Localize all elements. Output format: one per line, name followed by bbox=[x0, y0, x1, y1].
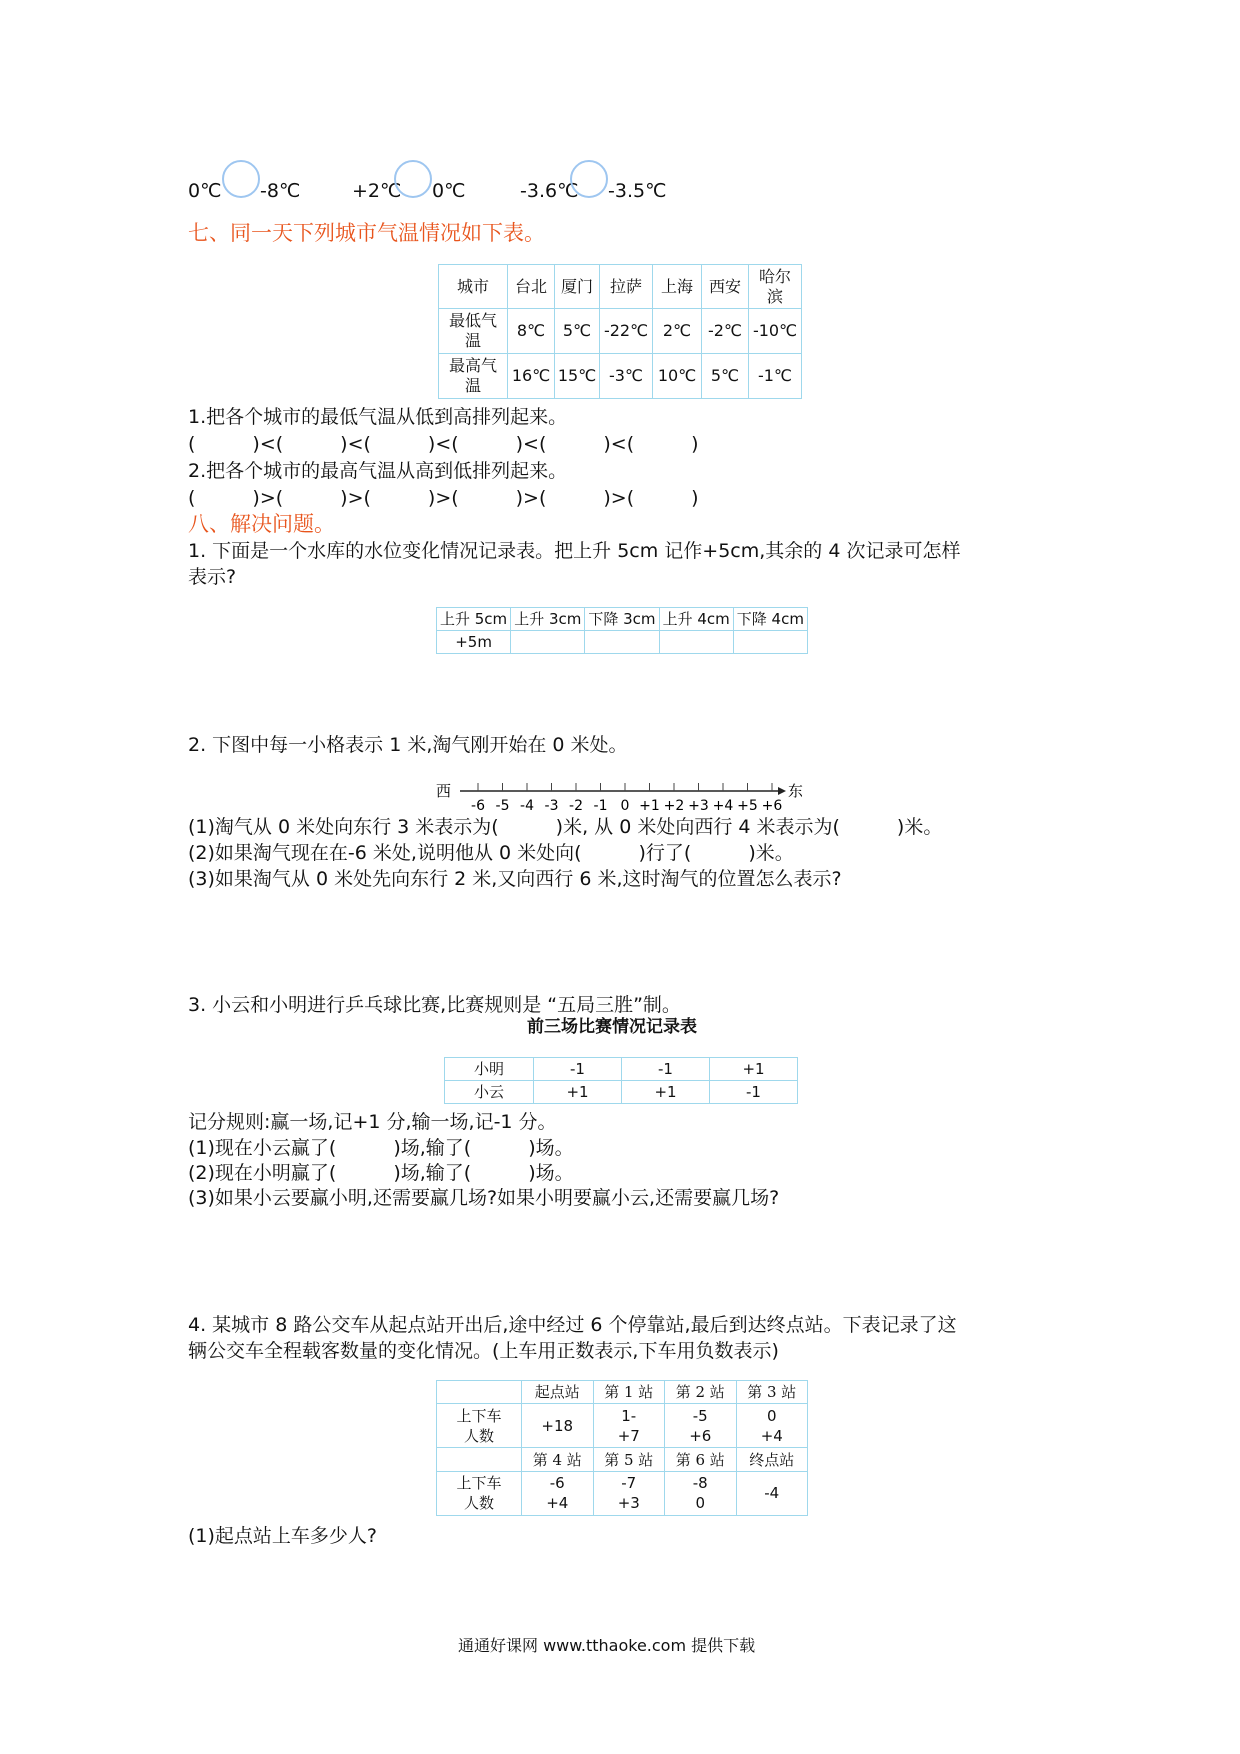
east-label: 东 bbox=[788, 782, 804, 800]
water-answer-cell[interactable] bbox=[585, 631, 659, 654]
temp-cell: 15℃ bbox=[555, 354, 600, 399]
compare-circle-2[interactable] bbox=[394, 160, 432, 198]
water-answer-cell[interactable] bbox=[659, 631, 733, 654]
game-row-label-xiaoming: 小明 bbox=[445, 1058, 534, 1081]
bus-cell-line: +7 bbox=[617, 1426, 640, 1445]
bus-cell bbox=[522, 1471, 594, 1515]
s7-question-2: 2.把各个城市的最高气温从高到低排列起来。 bbox=[188, 460, 568, 482]
number-line-tick-label: +6 bbox=[761, 798, 783, 814]
bus-cell-line: 0 bbox=[695, 1494, 706, 1513]
game-cell: +1 bbox=[534, 1081, 622, 1104]
p2-intro: 2. 下图中每一小格表示 1 米,淘气刚开始在 0 米处。 bbox=[188, 734, 628, 756]
temperature-table bbox=[438, 264, 802, 399]
temp-cell: 2℃ bbox=[653, 309, 702, 354]
number-line-tick-label: -3 bbox=[544, 798, 559, 814]
temp-header-harbin: 哈尔 滨 bbox=[749, 265, 802, 309]
water-header-cell: 上升 5cm bbox=[437, 608, 511, 631]
bus-cell bbox=[665, 1404, 737, 1448]
compare-1-left: 0℃ bbox=[188, 180, 222, 202]
bus-head-cell: 第 4 站 bbox=[522, 1448, 594, 1471]
water-answer-cell[interactable] bbox=[733, 631, 807, 654]
bus-cell-line: +18 bbox=[541, 1416, 574, 1435]
section-8-title: 八、解决问题。 bbox=[188, 512, 335, 536]
compare-1-right: -8℃ bbox=[260, 180, 301, 202]
temp-cell: -1℃ bbox=[749, 354, 802, 399]
p4-text-line2: 辆公交车全程载客数量的变化情况。(上车用正数表示,下车用负数表示) bbox=[188, 1340, 779, 1362]
number-line-tick-label: -1 bbox=[593, 798, 608, 814]
temp-cell: 10℃ bbox=[653, 354, 702, 399]
p3-question-1: (1)现在小云赢了( )场,输了( )场。 bbox=[188, 1137, 574, 1159]
water-header-cell: 下降 3cm bbox=[585, 608, 659, 631]
bus-cell-line: 0 bbox=[766, 1406, 777, 1425]
number-line-tick-label: 0 bbox=[620, 798, 630, 814]
temp-cell: 8℃ bbox=[508, 309, 555, 354]
west-label: 西 bbox=[436, 782, 452, 800]
number-line-tick-label: -6 bbox=[471, 798, 485, 814]
footer: 通通好课网 www.tthaoke.com 提供下载 bbox=[458, 1636, 756, 1655]
bus-cell-line: -4 bbox=[764, 1484, 780, 1503]
temp-header-shanghai: 上海 bbox=[653, 265, 702, 309]
temp-cell: -10℃ bbox=[749, 309, 802, 354]
p2-question-3: (3)如果淘气从 0 米处先向东行 2 米,又向西行 6 米,这时淘气的位置怎么表示? bbox=[188, 868, 842, 890]
number-line-tick-label: +4 bbox=[712, 798, 734, 814]
water-level-table bbox=[436, 607, 808, 654]
game-row-label-xiaoyun: 小云 bbox=[445, 1081, 534, 1104]
p2-question-1: (1)淘气从 0 米处向东行 3 米表示为( )米, 从 0 米处向西行 4 米表示为( )米。 bbox=[188, 816, 943, 838]
bus-cell-line: +3 bbox=[617, 1494, 640, 1513]
p1-text-line2: 表示? bbox=[188, 566, 237, 588]
p4-question-1: (1)起点站上车多少人? bbox=[188, 1525, 377, 1547]
game-cell: +1 bbox=[710, 1058, 798, 1081]
bus-passenger-table bbox=[436, 1380, 808, 1516]
p3-rule: 记分规则:赢一场,记+1 分,输一场,记-1 分。 bbox=[188, 1111, 557, 1133]
s7-answer-blanks-1[interactable]: ( )<( )<( )<( )<( )<( ) bbox=[188, 433, 699, 455]
bus-head-cell: 第 5 站 bbox=[593, 1448, 665, 1471]
section-7-title: 七、同一天下列城市气温情况如下表。 bbox=[188, 221, 545, 245]
p2-question-2: (2)如果淘气现在在-6 米处,说明他从 0 米处向( )行了( )米。 bbox=[188, 842, 794, 864]
game-record-table bbox=[444, 1057, 798, 1104]
temp-cell: 16℃ bbox=[508, 354, 555, 399]
compare-3-left: -3.6℃ bbox=[520, 180, 579, 202]
compare-2-left: +2℃ bbox=[352, 180, 402, 202]
number-line-tick-label: +5 bbox=[737, 798, 758, 814]
bus-cell bbox=[736, 1471, 808, 1515]
bus-head-cell: 起点站 bbox=[522, 1381, 594, 1404]
game-cell: -1 bbox=[534, 1058, 622, 1081]
s7-answer-blanks-2[interactable]: ( )>( )>( )>( )>( )>( ) bbox=[188, 487, 699, 509]
bus-corner-cell bbox=[437, 1381, 522, 1404]
bus-cell-line: +4 bbox=[546, 1494, 569, 1513]
bus-cell bbox=[593, 1471, 665, 1515]
temp-row-low-label: 最低气 温 bbox=[439, 309, 508, 354]
number-line-tick-label: +3 bbox=[688, 798, 709, 814]
p1-text-line1: 1. 下面是一个水库的水位变化情况记录表。把上升 5cm 记作+5cm,其余的 4 次记录可怎样 bbox=[188, 540, 961, 562]
bus-head-cell: 第 3 站 bbox=[736, 1381, 808, 1404]
p3-table-title: 前三场比赛情况记录表 bbox=[527, 1017, 697, 1037]
bus-cell-line: -6 bbox=[549, 1474, 565, 1493]
bus-corner-cell bbox=[437, 1448, 522, 1471]
bus-cell-line: 1- bbox=[621, 1406, 637, 1425]
water-answer-cell[interactable] bbox=[511, 631, 585, 654]
bus-cell bbox=[522, 1404, 594, 1448]
number-line-tick-label: -2 bbox=[569, 798, 583, 814]
p3-question-3: (3)如果小云要赢小明,还需要赢几场?如果小明要赢小云,还需要赢几场? bbox=[188, 1187, 780, 1209]
bus-cell bbox=[736, 1404, 808, 1448]
number-line-tick-label: +1 bbox=[639, 798, 660, 814]
bus-cell-line: +6 bbox=[689, 1426, 712, 1445]
p4-text-line1: 4. 某城市 8 路公交车从起点站开出后,途中经过 6 个停靠站,最后到达终点站。下表记录了这 bbox=[188, 1314, 957, 1336]
p3-intro: 3. 小云和小明进行乒乓球比赛,比赛规则是 “五局三胜”制。 bbox=[188, 994, 681, 1016]
bus-cell-line: +4 bbox=[760, 1426, 783, 1445]
temp-cell: -2℃ bbox=[702, 309, 749, 354]
temp-cell: 5℃ bbox=[555, 309, 600, 354]
bus-cell-line: -7 bbox=[621, 1474, 637, 1493]
s7-question-1: 1.把各个城市的最低气温从低到高排列起来。 bbox=[188, 406, 568, 428]
temp-row-high-label: 最高气 温 bbox=[439, 354, 508, 399]
bus-head-cell: 第 2 站 bbox=[665, 1381, 737, 1404]
bus-row-label: 上下车 人数 bbox=[437, 1471, 522, 1515]
compare-circle-3[interactable] bbox=[570, 160, 608, 198]
p3-question-2: (2)现在小明赢了( )场,输了( )场。 bbox=[188, 1162, 574, 1184]
compare-2-right: 0℃ bbox=[432, 180, 466, 202]
bus-head-cell: 终点站 bbox=[736, 1448, 808, 1471]
bus-head-cell: 第 1 站 bbox=[593, 1381, 665, 1404]
compare-circle-1[interactable] bbox=[222, 160, 260, 198]
bus-cell-line: -5 bbox=[692, 1406, 708, 1425]
water-header-cell: 下降 4cm bbox=[733, 608, 807, 631]
number-line-tick-label: +2 bbox=[663, 798, 685, 814]
compare-3-right: -3.5℃ bbox=[608, 180, 667, 202]
bus-cell bbox=[593, 1404, 665, 1448]
bus-cell-line: -8 bbox=[692, 1474, 708, 1493]
number-line-tick-label: -4 bbox=[520, 798, 534, 814]
bus-row-label: 上下车 人数 bbox=[437, 1404, 522, 1448]
water-header-cell: 上升 3cm bbox=[511, 608, 585, 631]
water-header-cell: 上升 4cm bbox=[659, 608, 733, 631]
temp-header-lhasa: 拉萨 bbox=[600, 265, 653, 309]
temp-cell: 5℃ bbox=[702, 354, 749, 399]
number-line-arrow bbox=[778, 787, 786, 795]
bus-cell bbox=[665, 1471, 737, 1515]
game-cell: -1 bbox=[622, 1058, 710, 1081]
temp-cell: -3℃ bbox=[600, 354, 653, 399]
temp-header-city: 城市 bbox=[439, 265, 508, 309]
temp-cell: -22℃ bbox=[600, 309, 653, 354]
temp-header-xiamen: 厦门 bbox=[555, 265, 600, 309]
bus-head-cell: 第 6 站 bbox=[665, 1448, 737, 1471]
game-cell: +1 bbox=[622, 1081, 710, 1104]
water-value-cell: +5m bbox=[437, 631, 511, 654]
game-cell: -1 bbox=[710, 1081, 798, 1104]
temp-header-taipei: 台北 bbox=[508, 265, 555, 309]
temp-header-xian: 西安 bbox=[702, 265, 749, 309]
number-line-tick-label: -5 bbox=[495, 798, 510, 814]
